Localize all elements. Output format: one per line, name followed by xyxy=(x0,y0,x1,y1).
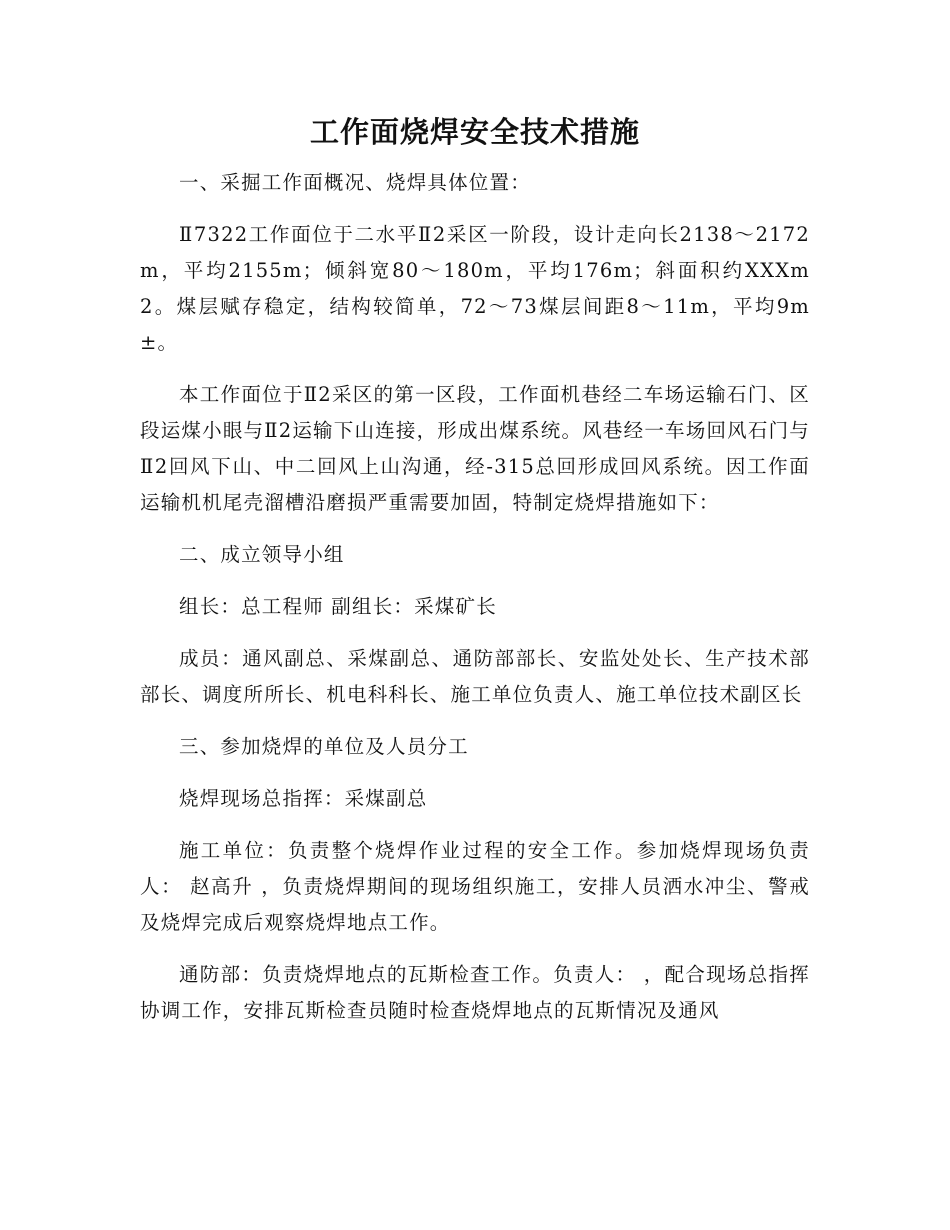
paragraph-site-commander: 烧焊现场总指挥：采煤副总 xyxy=(179,787,428,810)
paragraph-members: 成员：通风副总、采煤副总、通防部部长、安监处处长、生产技术部部长、调度所所长、机电科科长、施工单位负责人、施工单位技术副区长 xyxy=(140,647,810,706)
paragraph-leaders: 组长：总工程师 副组长：采煤矿长 xyxy=(179,595,497,618)
paragraph-construction-unit: 施工单位：负责整个烧焊作业过程的安全工作。参加烧焊现场负责人： 赵高升 ，负责烧焊期间的现场组织施工，安排人员洒水冲尘、警戒及烧焊完成后观察烧焊地点工作。 xyxy=(140,839,810,934)
section-heading-overview: 一、采掘工作面概况、烧焊具体位置： xyxy=(179,171,531,194)
document-body xyxy=(140,165,810,1045)
section-heading-units: 三、参加烧焊的单位及人员分工 xyxy=(179,735,469,758)
paragraph-ventilation-dept: 通防部：负责烧焊地点的瓦斯检查工作。负责人： ，配合现场总指挥协调工作，安排瓦斯检查员随时检查烧焊地点的瓦斯情况及通风 xyxy=(140,963,810,1022)
section-heading-leadership: 二、成立领导小组 xyxy=(179,543,345,566)
document-title: 工作面烧焊安全技术措施 xyxy=(309,115,640,149)
paragraph-workface-description: Ⅱ7322工作面位于二水平Ⅱ2采区一阶段，设计走向长2138～2172m，平均2155m；倾斜宽80～180m，平均176m；斜面积约XXXm2。煤层赋存稳定，结构较简单，72～73煤层间距8～11m，平均9m±。 xyxy=(140,223,810,354)
paragraph-workface-location: 本工作面位于Ⅱ2采区的第一区段，工作面机巷经二车场运输石门、区段运煤小眼与Ⅱ2运输下山连接，形成出煤系统。风巷经一车场回风石门与Ⅱ2回风下山、中二回风上山沟通，经-315总回形成回风系统。因工作面运输机机尾壳溜槽沿磨损严重需要加固，特制定烧焊措施如下： xyxy=(140,383,810,514)
